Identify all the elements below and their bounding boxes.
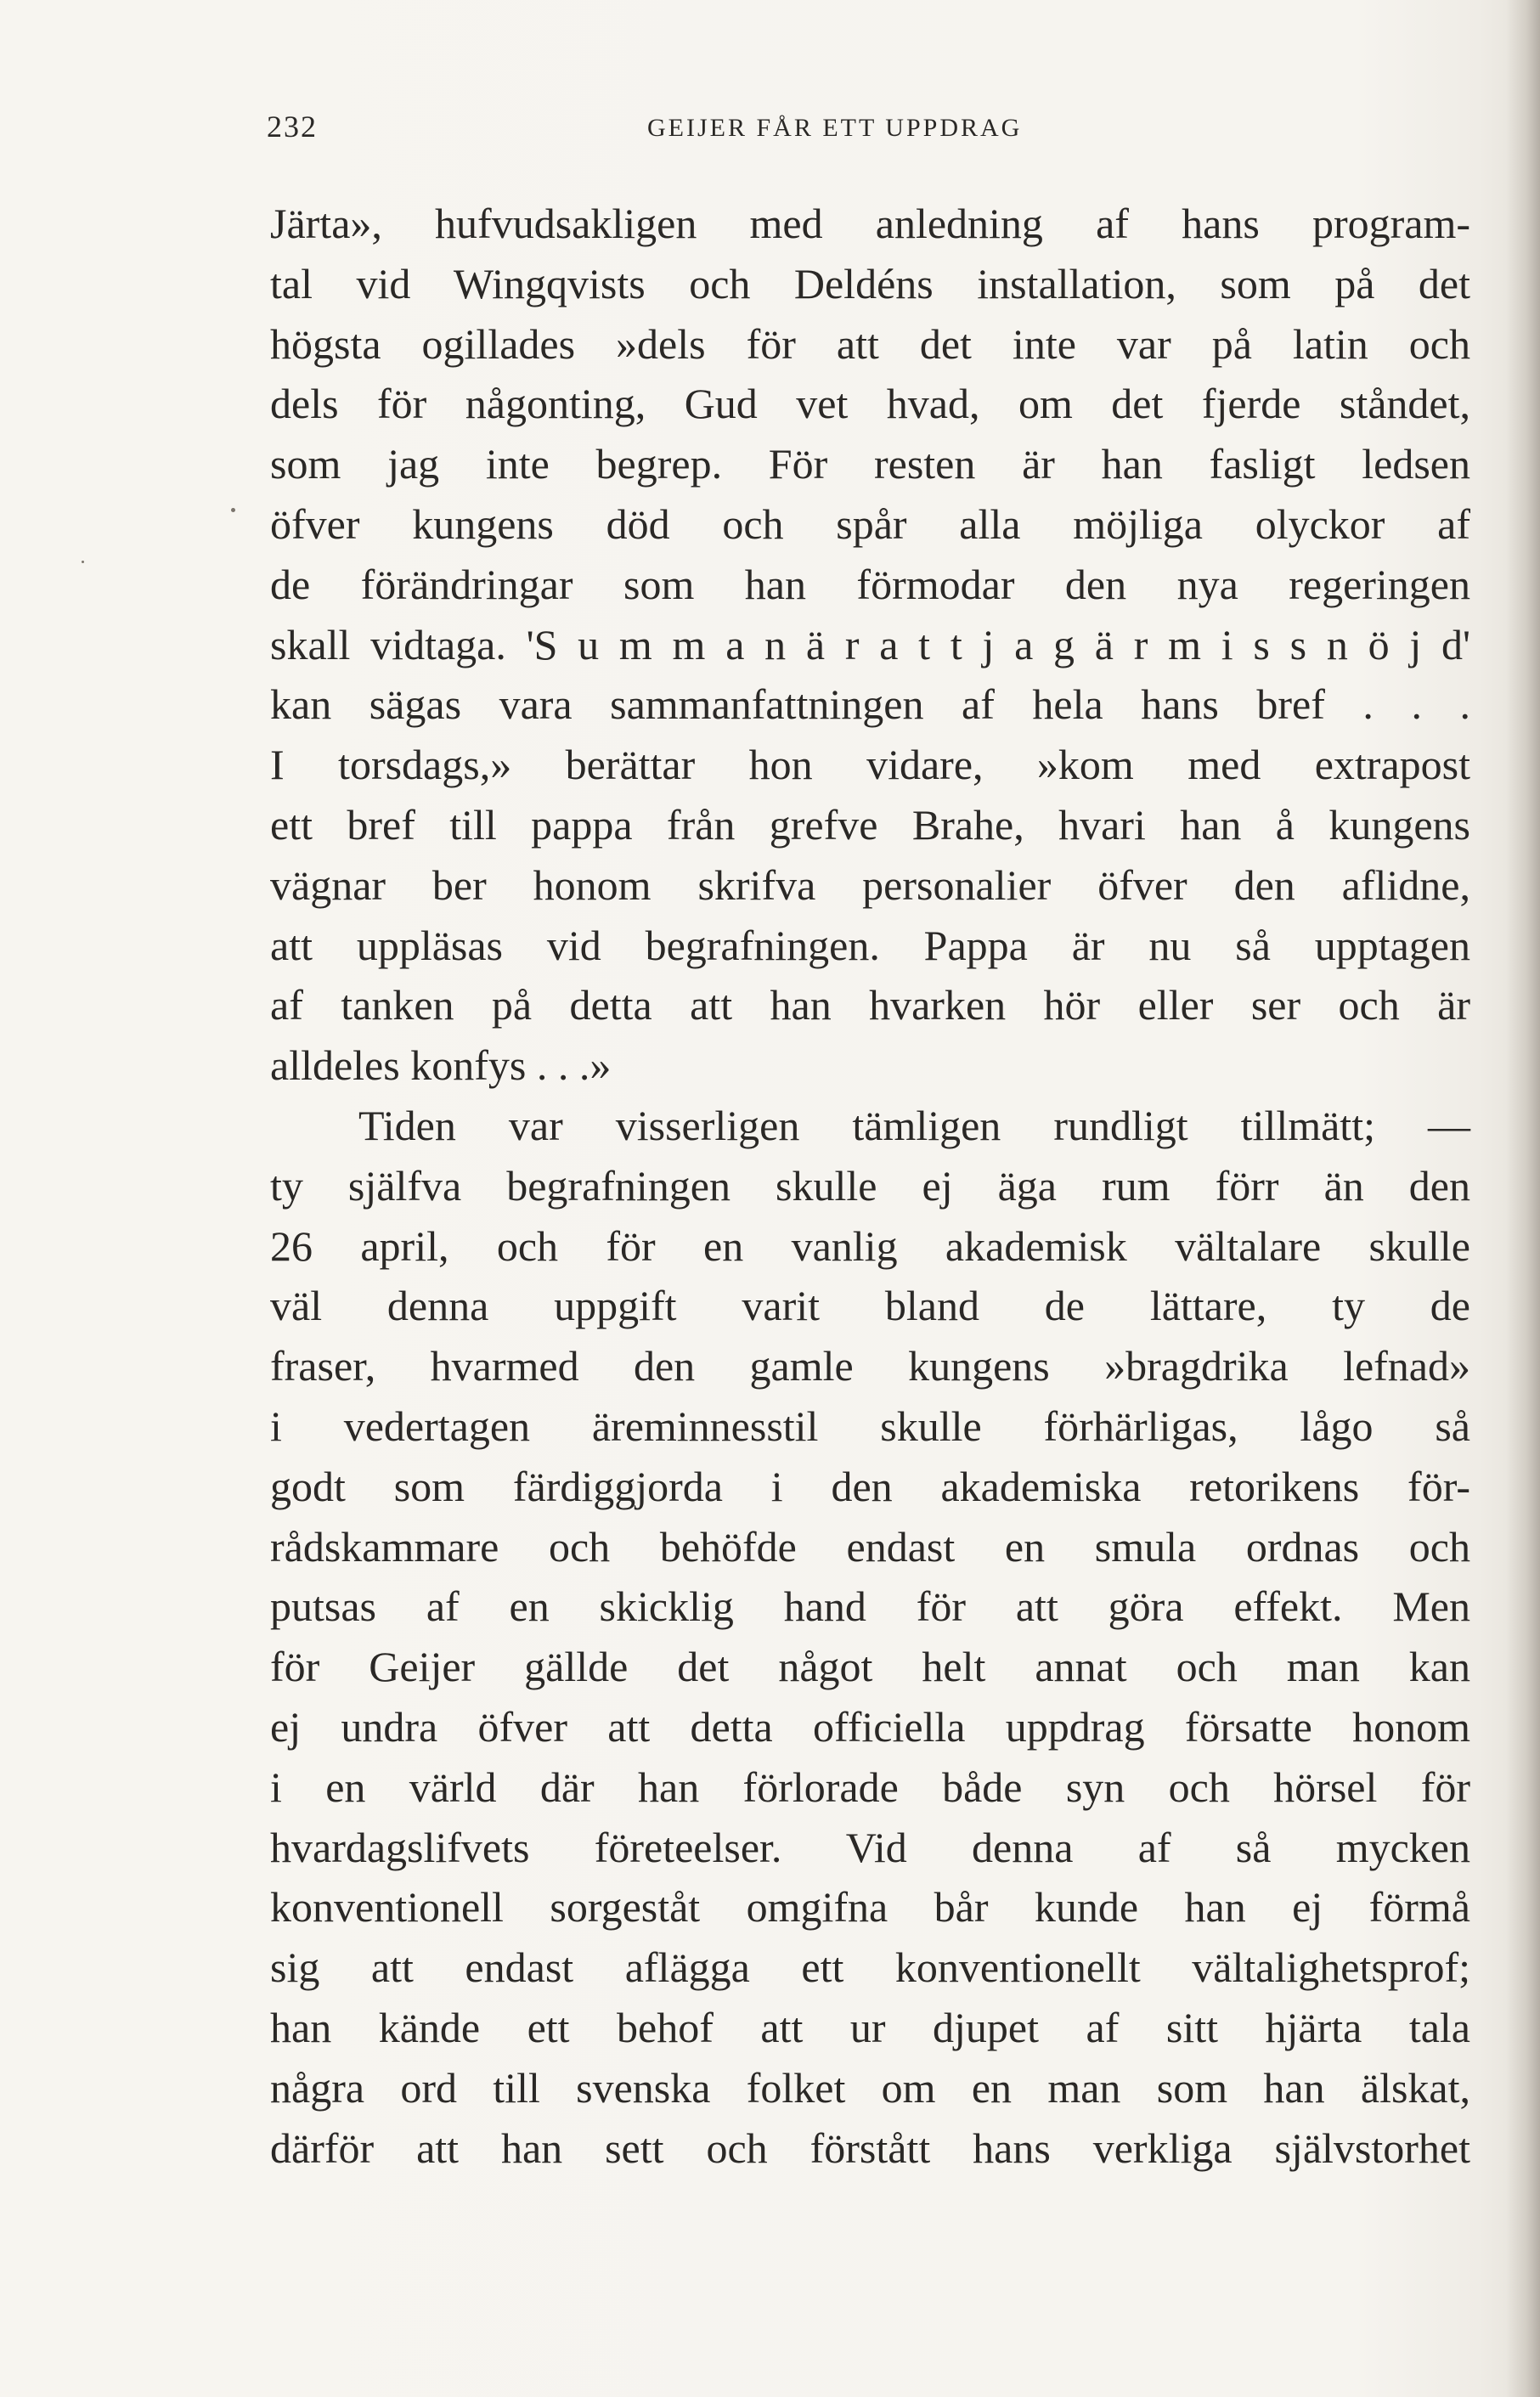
text-line: öfver kungens död och spår alla möjliga olyckor af <box>270 499 1470 548</box>
text-line: de förändringar som han förmodar den nya regeringen <box>270 560 1470 608</box>
text-line: därför att han sett och förstått hans verkliga självstorhet <box>270 2123 1470 2172</box>
paper-speck <box>231 508 235 512</box>
text-line: som jag inte begrep. För resten är han fasligt ledsen <box>270 440 1470 488</box>
text-line: skall vidtaga. 'S u m m a n ä r a t t j a g ä r m i s s n ö j d' <box>270 620 1470 668</box>
text-line: rådskammare och behöfde endast en smula ordnas och <box>270 1522 1470 1571</box>
text-line: några ord till svenska folket om en man som han älskat, <box>270 2063 1470 2112</box>
paper-speck <box>82 561 84 563</box>
text-line: Järta», hufvudsakligen med anledning af hans program- <box>270 200 1470 247</box>
text-line: högsta ogillades »dels för att det inte var på latin och <box>270 319 1470 368</box>
page-edge-shadow <box>1506 0 1540 2397</box>
text-line: tal vid Wingqvists och Deldéns installation, som på det <box>270 259 1470 307</box>
text-line: af tanken på detta att han hvarken hör eller ser och är <box>270 981 1470 1029</box>
text-line: sig att endast aflägga ett konventionellt vältalighetsprof; <box>270 1943 1470 1992</box>
text-line-paragraph-start: Tiden var visserligen tämligen rundligt tillmätt; — <box>358 1101 1470 1149</box>
text-line: putsas af en skicklig hand för att göra effekt. Men <box>270 1582 1470 1631</box>
text-line: ett bref till pappa från grefve Brahe, hvari han å kungens <box>270 800 1470 849</box>
text-line: dels för någonting, Gud vet hvad, om det fjerde ståndet, <box>270 380 1470 428</box>
text-line: kan sägas vara sammanfattningen af hela hans bref . . . <box>270 680 1470 729</box>
text-line: väl denna uppgift varit bland de lättare, ty de <box>270 1282 1470 1330</box>
text-line: vägnar ber honom skrifva personalier öfver den aflidne, <box>270 860 1470 909</box>
page-header <box>267 109 1471 151</box>
running-title: GEIJER FÅR ETT UPPDRAG <box>647 114 1023 142</box>
text-line: I torsdags,» berättar hon vidare, »kom med extrapost <box>270 741 1470 789</box>
text-line: 26 april, och för en vanlig akademisk vältalare skulle <box>270 1221 1470 1270</box>
text-line: för Geijer gällde det något helt annat och man kan <box>270 1643 1470 1691</box>
text-line: han kände ett behof att ur djupet af sitt hjärta tala <box>270 2003 1470 2051</box>
text-line: i en värld där han förlorade både syn och hörsel för <box>270 1762 1470 1811</box>
text-line: godt som färdiggjorda i den akademiska retorikens för- <box>270 1462 1470 1510</box>
text-line: ej undra öfver att detta officiella uppdrag försatte honom <box>270 1702 1470 1751</box>
text-line: konventionell sorgeståt omgifna bår kunde han ej förmå <box>270 1883 1470 1932</box>
text-line: i vedertagen äreminnesstil skulle förhärligas, lågo så <box>270 1402 1470 1450</box>
text-line: fraser, hvarmed den gamle kungens »bragdrika lefnad» <box>270 1342 1470 1390</box>
text-line: alldeles konfys . . .» <box>270 1041 612 1090</box>
text-line: ty själfva begrafningen skulle ej äga rum förr än den <box>270 1161 1470 1210</box>
text-line: hvardagslifvets företeelser. Vid denna af så mycken <box>270 1823 1470 1871</box>
text-line: att uppläsas vid begrafningen. Pappa är nu så upptagen <box>270 921 1470 969</box>
page-number: 232 <box>267 110 318 144</box>
body-text <box>270 194 1470 2178</box>
